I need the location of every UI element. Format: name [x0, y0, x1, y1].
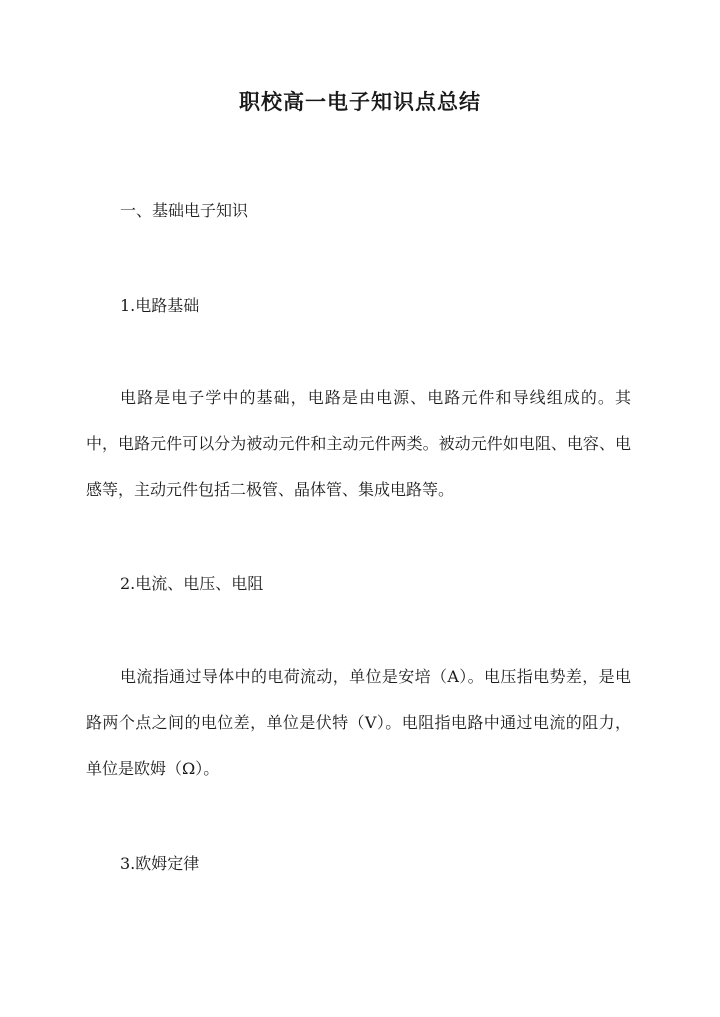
- paragraph-circuit-basics: 电路是电子学中的基础，电路是由电源、电路元件和导线组成的。其中，电路元件可以分为被动元件和主动元件两类。被动元件如电阻、电容、电感等，主动元件包括二极管、晶体管、集成电路等。: [86, 388, 631, 499]
- document-title: 职校高一电子知识点总结: [239, 89, 481, 114]
- section-heading-basic-electronics: 一、基础电子知识: [120, 201, 249, 220]
- subsection-heading-ohms-law: 3.欧姆定律: [120, 854, 200, 873]
- paragraph-current-voltage-resistance: 电流指通过导体中的电荷流动，单位是安培（A）。电压指电势差，是电路两个点之间的电位差，单位是伏特（V）。电阻指电路中通过电流的阻力，单位是欧姆（Ω）。: [86, 667, 631, 778]
- subsection-heading-current-voltage-resistance: 2.电流、电压、电阻: [120, 574, 264, 593]
- subsection-heading-circuit-basics: 1.电路基础: [120, 296, 200, 315]
